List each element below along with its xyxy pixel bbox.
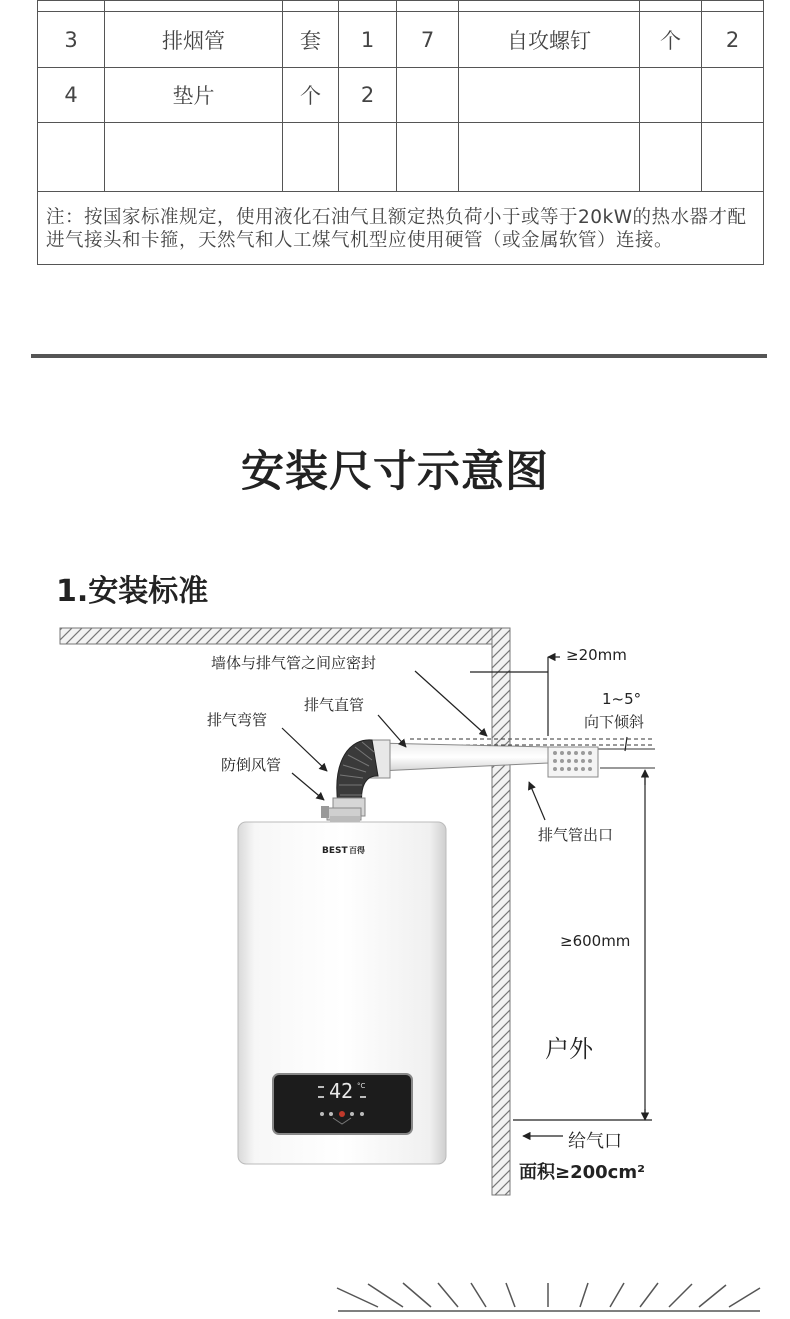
- cell-unit: [640, 68, 702, 123]
- label-min-height: ≥600mm: [560, 932, 631, 950]
- cell-unit: 个: [640, 12, 702, 68]
- table-row: [38, 12, 764, 68]
- heater-brand-cn: 百得: [349, 846, 365, 855]
- cell-no: 4: [38, 68, 105, 123]
- label-elbow-pipe: 排气弯管: [207, 711, 268, 729]
- label-wall-seal: 墙体与排气管之间应密封: [211, 654, 377, 672]
- heater-display-unit: °C: [357, 1082, 366, 1090]
- label-tilt-direction: 向下倾斜: [584, 713, 645, 731]
- cell-no: 7: [397, 12, 459, 68]
- table-row: [38, 68, 764, 123]
- table-row: [38, 1, 764, 12]
- heater-power-indicator: [339, 1111, 345, 1117]
- cell-no: [397, 68, 459, 123]
- water-heater: [238, 822, 446, 1164]
- cell-name: [459, 68, 640, 123]
- ground-hatch: [337, 1283, 760, 1311]
- cell-unit: 套: [283, 12, 339, 68]
- label-outdoor: 户外: [545, 1035, 593, 1063]
- table-row: [38, 192, 764, 265]
- label-straight-pipe: 排气直管: [304, 696, 365, 714]
- label-min-protrusion: ≥20mm: [566, 646, 627, 664]
- cell-qty: 2: [339, 68, 397, 123]
- section-title: 安装尺寸示意图: [241, 447, 549, 497]
- exhaust-elbow-pipe: [333, 740, 390, 816]
- label-anti-backdraft: 防倒风管: [221, 756, 282, 774]
- label-tilt-angle: 1~5°: [602, 690, 642, 708]
- cell-name: 排烟管: [105, 12, 283, 68]
- heater-brand: BEST: [322, 846, 348, 856]
- cell-unit: 个: [283, 68, 339, 123]
- label-air-inlet: 给气口: [568, 1131, 622, 1152]
- cell-qty: [702, 68, 764, 123]
- parts-table: [37, 0, 764, 265]
- cell-no: 3: [38, 12, 105, 68]
- anti-backdraft-pipe: [321, 806, 361, 822]
- cell-qty: 2: [702, 12, 764, 68]
- section-divider: [31, 354, 767, 358]
- label-inlet-area: 面积≥200cm²: [519, 1162, 645, 1183]
- cell-name: 自攻螺钉: [459, 12, 640, 68]
- cell-name: 垫片: [105, 68, 283, 123]
- table-row: [38, 123, 764, 192]
- heater-display-value: 42: [329, 1079, 354, 1103]
- installation-diagram: [0, 600, 790, 1319]
- subsection-title: 1.安装标准: [56, 574, 209, 609]
- exhaust-straight-pipe: [378, 743, 598, 777]
- cell-qty: 1: [339, 12, 397, 68]
- table-note: 注：按国家标准规定，使用液化石油气且额定热负荷小于或等于20kW的热水器才配进气接头和卡箍，天然气和人工煤气机型应使用硬管（或金属软管）连接。: [38, 192, 764, 265]
- label-outlet: 排气管出口: [538, 826, 614, 844]
